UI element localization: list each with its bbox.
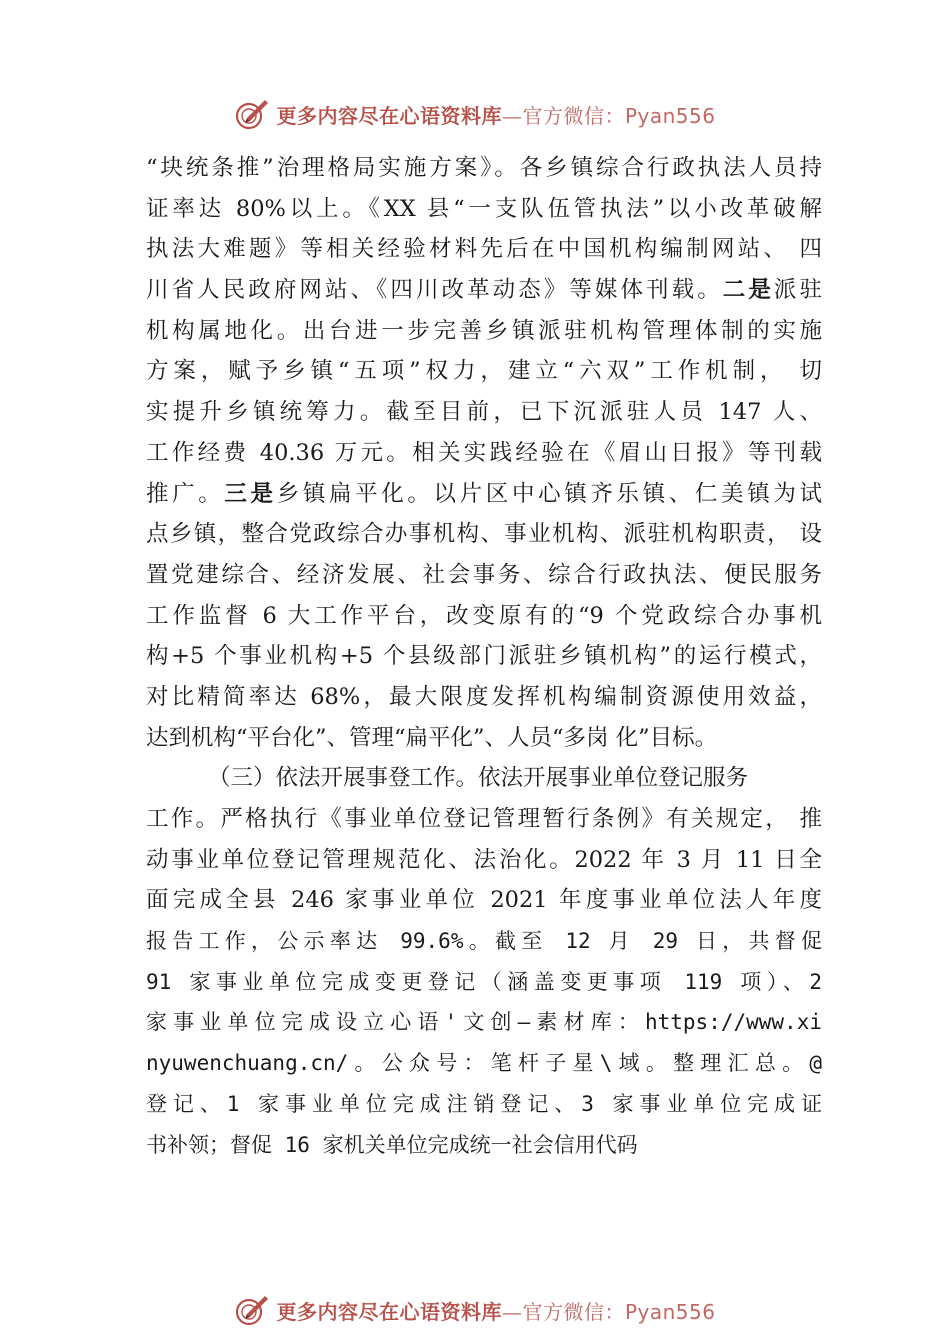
text-line: 工作经费 40.36 万元。相关实践经验在《眉山日报》等刊载 — [146, 439, 822, 466]
text-line: 执法大难题》等相关经验材料先后在中国机构编制网站、 四 — [146, 236, 822, 263]
text-line: 置党建综合、经济发展、社会事务、综合行政执法、便民服务 — [146, 561, 822, 588]
text-line: 证率达 80%以上。《XX 县“一支队伍管执法”以小改革破解 — [146, 195, 822, 222]
text-line: 工作。严格执行《事业单位登记管理暂行条例》有关规定， 推 — [146, 806, 822, 832]
text-line: 家事业单位完成设立心语'文创—素材库：https://www.xi — [146, 1010, 822, 1035]
text-line — [146, 474, 822, 515]
text-run: 派驻 — [773, 277, 822, 304]
banner-text — [276, 100, 715, 129]
text-line: 工作监督 6 大工作平台，改变原有的“9 个党政综合办事机 — [146, 602, 822, 629]
banner-contact: 官方微信：Pyan556 — [522, 103, 716, 128]
text-line: 91 家事业单位完成变更登记（涵盖变更事项 119 项）、2 — [146, 969, 822, 994]
text-line: 动事业单位登记管理规范化、法治化。2022 年 3 月 11 日全 — [146, 846, 822, 873]
text-line: 机构属地化。出台进一步完善乡镇派驻机构管理体制的实施 — [146, 317, 822, 344]
bold-marker: 三是 — [224, 480, 277, 507]
text-line: “块统条推”治理格局实施方案》。各乡镇综合行政执法人员持 — [146, 155, 822, 181]
text-line: 对比精简率达 68%，最大限度发挥机构编制资源使用效益， — [146, 683, 822, 710]
banner-title: 更多内容尽在心语资料库 — [276, 1299, 502, 1324]
section-heading-line: （三）依法开展事登工作。依法开展事业单位登记服务 — [208, 765, 749, 792]
bold-marker: 二是 — [722, 277, 774, 304]
text-line: nyuwenchuang.cn/。公众号：笔杆子星\域。整理汇总。@ — [146, 1051, 822, 1076]
text-line: 书补领；督促 16 家机关单位完成统一社会信用代码 — [146, 1132, 638, 1157]
text-line: 点乡镇，整合党政综合办事机构、事业机构、派驻机构职责， 设 — [146, 521, 822, 548]
footer-banner — [0, 1290, 950, 1330]
text-run: 推广。 — [146, 480, 225, 507]
text-line: 报告工作，公示率达 99.6%。截至 12 月 29 日，共督促 — [146, 929, 822, 954]
text-line: 实提升乡镇统筹力。截至目前，已下沉派驻人员 147 人、 — [146, 399, 822, 426]
banner-title: 更多内容尽在心语资料库 — [276, 103, 502, 128]
pen-logo-icon — [234, 96, 270, 132]
banner-dash: — — [501, 103, 523, 128]
text-line — [146, 270, 822, 311]
text-line: 达到机构“平台化”、管理“扁平化”、人员“多岗 化”目标。 — [146, 724, 718, 751]
header-banner — [0, 94, 950, 134]
pen-logo-icon — [234, 1292, 270, 1328]
text-line: 登记、1 家事业单位完成注销登记、3 家事业单位完成证 — [146, 1091, 822, 1116]
text-line: 方案，赋予乡镇“五项”权力，建立“六双”工作机制， 切 — [146, 358, 822, 385]
text-run: 川省人民政府网站、《四川改革动态》等媒体刊载。 — [146, 277, 723, 304]
text-line: 面完成全县 246 家事业单位 2021 年度事业单位法人年度 — [146, 887, 822, 914]
text-line: 构+5 个事业机构+5 个县级部门派驻乡镇机构”的运行模式， — [146, 643, 822, 670]
document-body — [146, 148, 822, 1165]
text-run: 乡镇扁平化。以片区中心镇齐乐镇、仁美镇为试 — [276, 480, 822, 507]
banner-contact: 官方微信：Pyan556 — [522, 1299, 716, 1324]
banner-text — [276, 1296, 715, 1325]
banner-dash: — — [501, 1299, 523, 1324]
